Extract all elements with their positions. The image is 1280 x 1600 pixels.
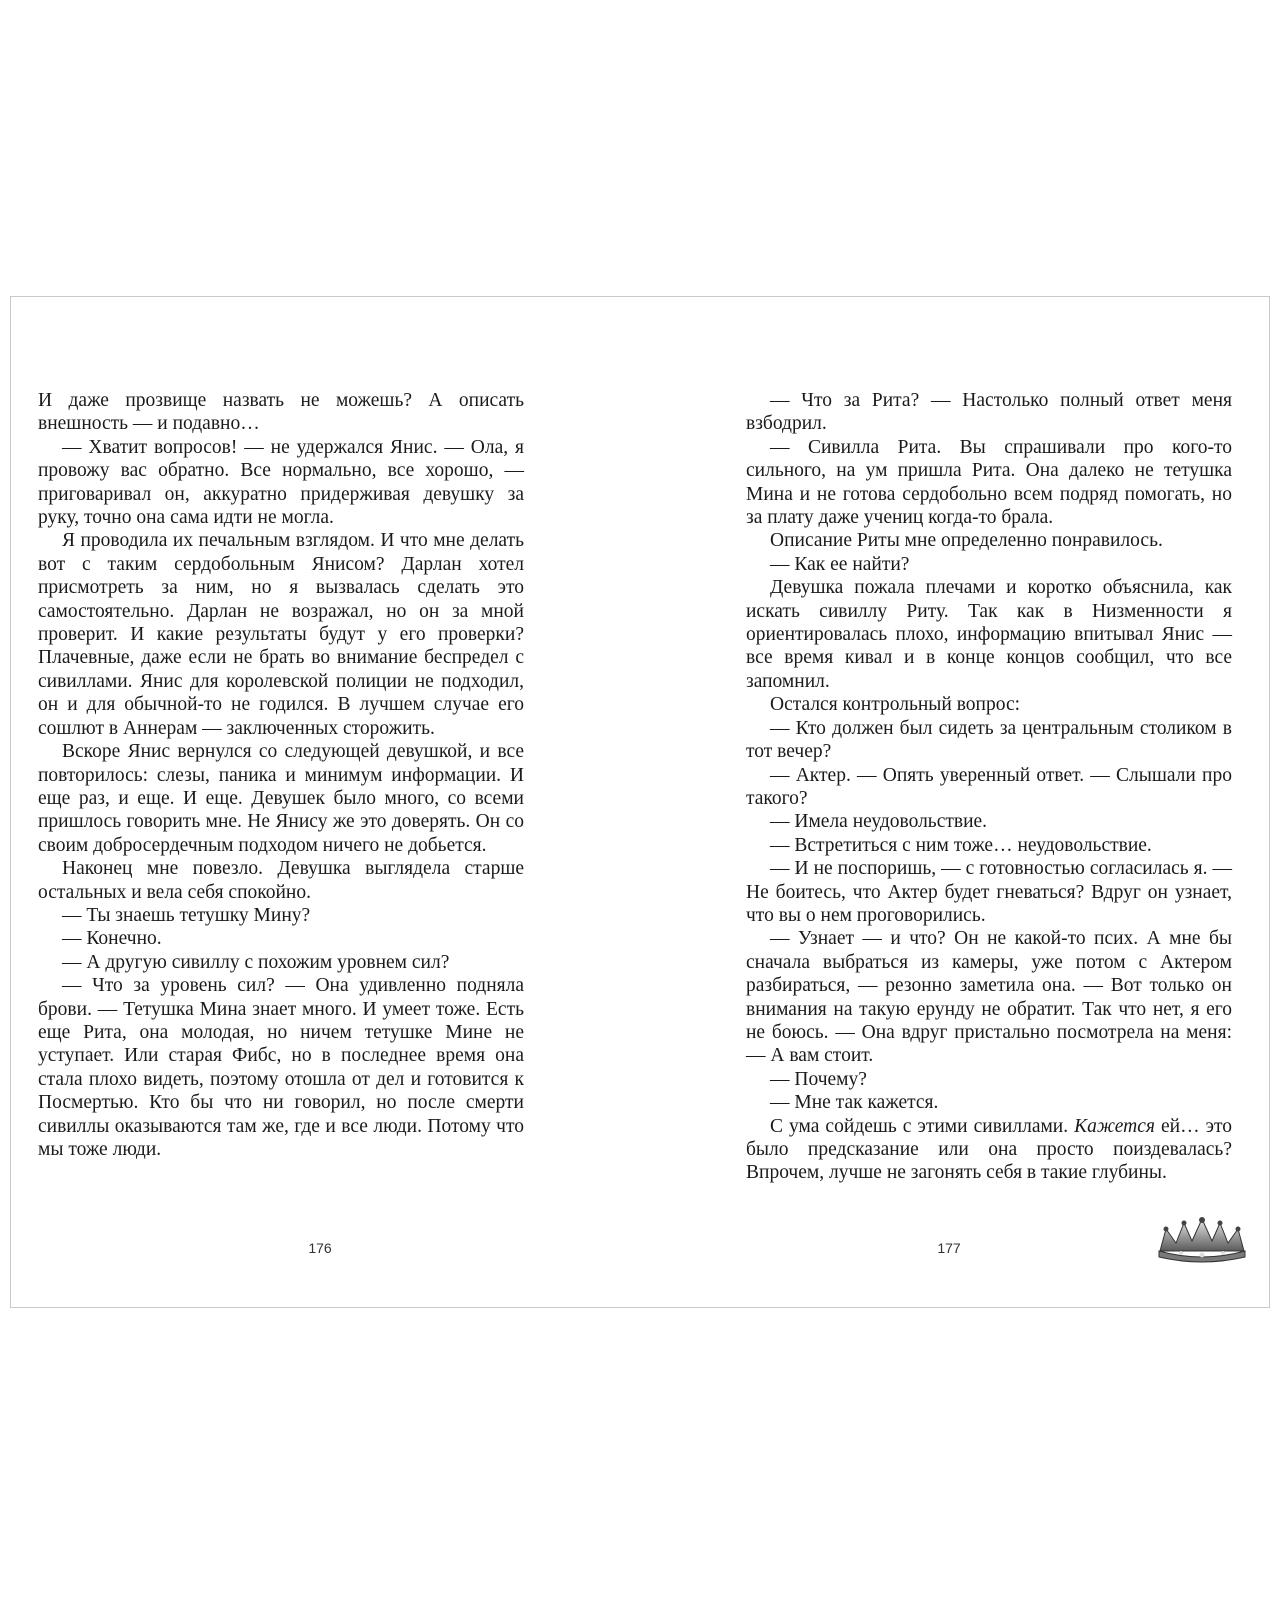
paragraph: — А другую сивиллу с похожим уровнем сил? [62, 951, 450, 973]
paragraph: Наконец мне повезло. Девушка выглядела старше остальных и вела себя спокойно. [38, 858, 524, 903]
paragraph: Остался контрольный вопрос: [770, 694, 1021, 716]
text-span: С ума сойдешь с этими сивиллами. [770, 1115, 1075, 1137]
paragraph: Описание Риты мне определенно понравилось. [770, 530, 1163, 552]
paragraph: — Узнает — и что? Он не какой-то псих. А мне бы сначала выбраться из камеры, уже потом с Актером разбираться, — резонно заметила она. — Вот только он внимания на такую ерунду не обратит. Так что нет, я его не боюсь. — Она вдруг пристально посмотрела на меня: — А вам стоит. [746, 928, 1232, 1067]
paragraph: — Сивилла Рита. Вы спрашивали про кого-то сильного, на ум пришла Рита. Она далеко не тетушка Мина и не готова сердобольно всем подряд помогать, но за плату даже учениц когда-то брала. [746, 436, 1232, 529]
paragraph: — Мне так кажется. [770, 1092, 939, 1114]
paragraph: — Актер. — Опять уверенный ответ. — Слышали про такого? [746, 764, 1232, 809]
book-spread [10, 296, 1270, 1308]
paragraph: — Имела неудовольствие. [770, 811, 988, 833]
page-number-left: 176 [308, 1240, 332, 1256]
paragraph: — Что за Рита? — Настолько полный ответ меня взбодрил. [746, 390, 1232, 435]
page-number-right: 177 [937, 1240, 961, 1256]
italic-word: Кажется [1074, 1115, 1155, 1137]
paragraph: — Ты знаешь тетушку Мину? [62, 904, 311, 926]
paragraph: — Как ее найти? [770, 553, 910, 575]
paragraph: Девушка пожала плечами и коротко объяснила, как искать сивиллу Риту. Так как в Низменности я ориентировалась плохо, информацию впитывал Янис — все время кивал и в конце концов сообщил, что все запомнил. [746, 577, 1232, 692]
paragraph: — Почему? [770, 1068, 867, 1090]
paragraph: — И не поспоришь, — с готовностью согласилась я. — Не боитесь, что Актер будет гневаться? Вдруг он узнает, что вы о нем проговорились. [746, 858, 1232, 926]
right-page-text [746, 389, 1232, 1185]
paragraph: — Хватит вопросов! — не удержался Янис. — Ола, я провожу вас обратно. Все нормально, все хорошо, — приговаривал он, аккуратно придерживая девушку за руку, точно она сама идти не могла. [38, 436, 524, 529]
crown-icon [1156, 1217, 1248, 1265]
paragraph: И даже прозвище назвать не можешь? А описать внешность — и подавно… [38, 390, 524, 435]
paragraph: Вскоре Янис вернулся со следующей девушкой, и все повторилось: слезы, паника и минимум информации. И еще раз, и еще. И еще. Девушек было много, со всеми пришлось говорить мне. Не Янису же это доверять. Он со своим добросердечным подходом ничего не добьется. [38, 741, 524, 856]
left-page-text [38, 389, 524, 1161]
paragraph: — Что за уровень сил? — Она удивленно подняла брови. — Тетушка Мина знает много. И умеет тоже. Есть еще Рита, она молодая, но ничем тетушке Мине не уступает. Или старая Фибс, но в последнее время она стала плохо видеть, поэтому отошла от дел и готовится к Посмертью. Кто бы что ни говорил, но после смерти сивиллы оказываются там же, где и все люди. Потому что мы тоже люди. [38, 975, 524, 1160]
text-span: ей… это было предсказание или она просто поиздевалась? Впрочем, лучше не загонять себя в такие глубины. [746, 1115, 1232, 1184]
paragraph: — Конечно. [62, 928, 162, 950]
paragraph: — Встретиться с ним тоже… неудовольствие. [770, 834, 1152, 856]
paragraph: Я проводила их печальным взглядом. И что мне делать вот с таким сердобольным Янисом? Дарлан хотел присмотреть за ним, но я вызвалась сделать это самостоятельно. Дарлан не возражал, но он за мной проверит. И какие результаты будут у его проверки? Плачевные, даже если не брать во внимание беспредел с сивиллами. Янис для королевской полиции не подходил, он и для обычной-то не годился. В лучшем случае его сошлют в Аннерам — заключенных сторожить. [38, 530, 524, 739]
paragraph: — Кто должен был сидеть за центральным столиком в тот вечер? [746, 717, 1232, 763]
paragraph-last [746, 1115, 1232, 1185]
